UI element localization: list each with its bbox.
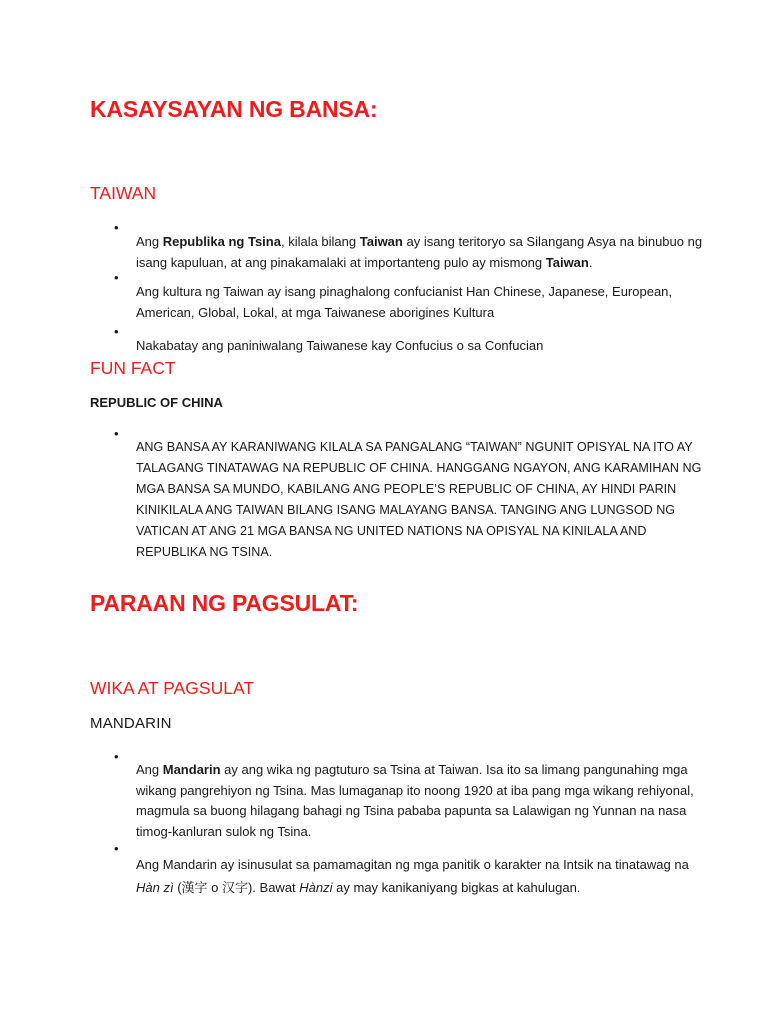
heading-fun-fact: FUN FACT [90,358,176,378]
heading-paraan: PARAAN NG PAGSULAT: [90,590,359,616]
italic-run: Hàn zì [136,880,174,895]
bullet-symbol: • [114,324,119,339]
subheading-wika: WIKA AT PAGSULAT [90,678,255,698]
text-run: ay isang teritoryo sa Silangang Asya na binubuo ng isang kapuluan, at ang pinakamalaki at importanteng pulo ay mismong [136,234,703,270]
text-run: Ang [136,234,163,249]
bold-run: Mandarin [162,762,221,777]
fun-fact-paragraph: ANG BANSA AY KARANIWANG KILALA SA PANGALANG “TAIWAN” NGUNIT OPISYAL NA ITO AY TALAGANG TINATAWAG NA REPUBLIC OF CHINA. HANGGANG NGAYON, ANG KARAMIHAN NG MGA BANSA SA MUNDO, KABILANG ANG PEOPLE’S REPUBLIC OF CHINA, AY HINDI PARIN KINIKILALA ANG TAIWAN BILANG ISANG MALAYANG BANSA. TANGING ANG LUNGSOD NG VATICAN AT ANG 21 MGA BANSA NG UNITED NATIONS NA OPISYAL NA KINILALA AND REPUBLIKA NG TSINA. [136,439,702,559]
text-run: , kilala bilang [280,234,360,249]
text-run: Ang Mandarin ay isinusulat sa pamamagitan ng mga panitik o karakter na Intsik na tinatawag na [136,857,689,872]
bullet-symbol: • [114,220,119,235]
bullet-symbol: • [114,270,119,285]
text-run: Ang [136,762,163,777]
subheading-taiwan: TAIWAN [90,183,157,203]
label-republic-of-china: REPUBLIC OF CHINA [90,395,223,410]
bold-run: Taiwan [545,254,589,270]
label-mandarin: MANDARIN [90,715,172,732]
heading-kasaysayan: KASAYSAYAN NG BANSA: [90,96,378,122]
bold-run: Republika ng Tsina [162,234,281,249]
mandarin-bullet-2 [136,853,716,899]
taiwan-bullet-1 [136,232,716,273]
bullet-symbol: • [114,841,119,856]
bullet-symbol: • [114,749,119,764]
text-run: . [588,254,593,270]
bold-run: Taiwan [359,234,403,249]
italic-run: Hànzi [299,880,333,895]
text-run: ay ang wika ng pagtuturo sa Tsina at Taiwan. Isa ito sa limang pangunahing mga wikang pangrehiyon ng Tsina. Mas lumaganap ito noong 1920 at iba pang mga wikang rehiyonal, magmula sa buong hilagang bahagi ng Tsina pababa papunta sa Lalawigan ng Yunnan na nasa timog-kanluran sulok ng Tsina. [136,762,694,839]
text-run: ay may kanikaniyang bigkas at kahulugan. [332,880,581,895]
text-run: (漢字 o 汉字). Bawat [173,880,300,895]
taiwan-bullet-2: Ang kultura ng Taiwan ay isang pinaghalong confucianist Han Chinese, Japanese, European, American, Global, Lokal, at mga Taiwanese aborigines Kultura [136,284,673,320]
bullet-symbol: • [114,426,119,441]
mandarin-bullet-1 [136,760,716,842]
taiwan-bullet-3: Nakabatay ang paniniwalang Taiwanese kay Confucius o sa Confucian [136,338,544,353]
